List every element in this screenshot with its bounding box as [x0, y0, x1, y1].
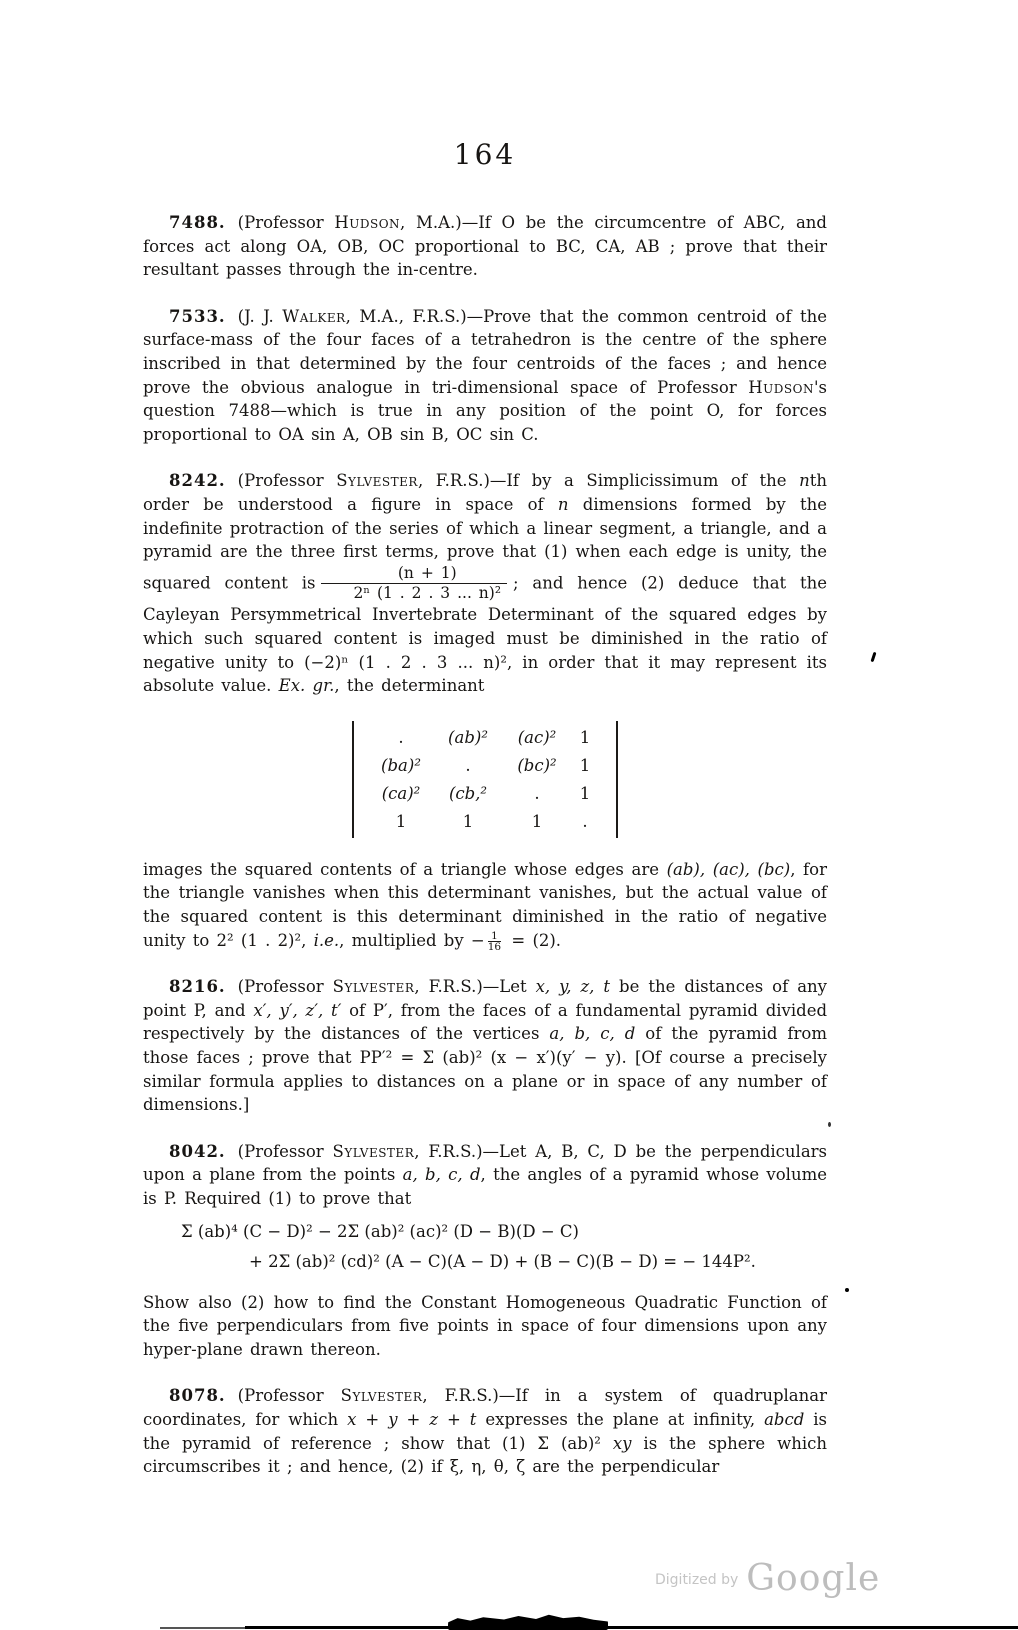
matrix-cell: 1	[579, 783, 591, 803]
watermark-prefix: Digitized by	[655, 1572, 739, 1588]
scan-artifact-mark	[871, 652, 877, 662]
fraction-numerator: 1	[491, 929, 498, 942]
scan-artifact-edge-line	[245, 1626, 1018, 1629]
problem-text: (J. J.	[237, 306, 283, 326]
problem-8242-continuation	[143, 858, 827, 952]
matrix-cell: .	[465, 755, 471, 775]
matrix-cell: 1	[395, 811, 407, 831]
problem-text: , multiplied by −	[339, 930, 485, 950]
math-variable: x′, y′, z′, t′	[253, 1000, 342, 1020]
page-number: 164	[453, 138, 517, 171]
fraction	[321, 564, 507, 604]
google-logo: Google	[746, 1558, 881, 1599]
problem-text: images the squared contents of a triangle whose edges are	[143, 859, 667, 879]
problem-text: (Professor	[237, 471, 337, 491]
problem-text: , F.R.S.)—Let	[414, 977, 536, 997]
determinant-display	[143, 721, 827, 838]
problem-number: 7533.	[169, 306, 226, 326]
matrix-cell: 1	[531, 811, 543, 831]
problem-text: , F.R.S.)—If by a Simplicissimum of the	[417, 471, 800, 491]
problem-text: , for the triangle vanishes when this determinant vanishes, but the actual value of the squared content is this determinant diminished in the ratio of negative unity to 2² (1 . 2)²,	[143, 859, 827, 950]
problem-text: = (2).	[504, 930, 562, 950]
problem-text: dimensions formed by the indefinite protraction of the series of which a linear segment, a triangle, and a pyramid are the three first terms, prove that (1) when each edge is unity, the squared content is	[143, 494, 827, 593]
problem-text: , the determinant	[334, 676, 485, 696]
matrix-cell: .	[534, 783, 540, 803]
small-fraction	[488, 931, 501, 952]
matrix-cell: (bc)²	[517, 755, 557, 775]
problem-8216	[143, 975, 827, 1117]
problem-text: expresses the plane at infinity,	[476, 1409, 765, 1429]
math-variable: xy	[612, 1433, 632, 1453]
matrix-cell: .	[398, 727, 404, 747]
problem-text: is the pyramid of reference ; show that (1) Σ (ab)²	[143, 1409, 827, 1453]
matrix-cell: (ac)²	[517, 727, 557, 747]
problem-text: is the sphere which circumscribes it ; and hence, (2) if ξ, η, θ, ζ are the perpendicular	[143, 1433, 827, 1477]
problem-7488	[143, 211, 827, 282]
fraction-numerator: (n + 1)	[397, 563, 457, 582]
author-name: Hudson	[748, 377, 814, 397]
problem-8042	[143, 1140, 827, 1211]
author-name: Walker	[282, 306, 346, 326]
problem-8042-continuation: Show also (2) how to find the Constant Homogeneous Quadratic Function of the five perpendiculars from five points in space of four dimensions upon any hyper-plane drawn thereon.	[143, 1292, 827, 1359]
problem-8242	[143, 469, 827, 698]
problem-text: 's question 7488—which is true in any position of the point O, for forces proportional to OA sin A, OB sin B, OC sin C.	[143, 377, 827, 444]
scan-artifact-dot	[828, 1122, 831, 1127]
page-content	[143, 138, 827, 1502]
equation-line-1: Σ (ab)⁴ (C − D)² − 2Σ (ab)² (ac)² (D − B)(D − C)	[181, 1221, 579, 1241]
problem-text: th order be understood a figure in space of	[143, 471, 827, 514]
fraction-denominator: 16	[487, 940, 502, 953]
problem-number: 7488.	[169, 213, 226, 232]
math-variable: n	[799, 471, 810, 491]
matrix-cell: (ca)²	[381, 783, 421, 803]
problem-text: of P′, from the faces of a fundamental pyramid divided respectively by the distances of the vertices	[143, 1000, 828, 1044]
problem-text: (Professor	[237, 213, 335, 232]
matrix-cell: (ab)²	[448, 727, 488, 747]
matrix-cell: (cb,²	[448, 783, 488, 803]
matrix-cell: (ba)²	[381, 755, 421, 775]
author-name: Sylvester	[332, 977, 415, 997]
math-variable: n	[557, 494, 569, 514]
problem-text: , the angles of a pyramid whose volume is P. Required (1) to prove that	[143, 1165, 827, 1208]
determinant-matrix	[352, 721, 618, 838]
problem-text: of the pyramid from those faces ; prove that PP′² = Σ (ab)² (x − x′)(y′ − y). [Of course a precisely similar formula applies to distances on a plane or in space of any number of dimensions.]	[143, 1024, 827, 1115]
latin-abbreviation: Ex. gr.	[278, 676, 335, 696]
author-name: Sylvester	[340, 1386, 423, 1406]
problem-number: 8078.	[169, 1386, 226, 1406]
matrix-cell: 1	[462, 811, 474, 831]
math-variable: x, y, z, t	[535, 977, 611, 997]
problem-8078	[143, 1384, 827, 1478]
math-variable: a, b, c, d	[549, 1024, 636, 1044]
problem-text: , F.R.S.)—If in a system of quadruplanar coordinates, for which	[143, 1386, 827, 1429]
problem-text: (Professor	[237, 1141, 333, 1161]
digitized-by-google-watermark	[655, 1558, 880, 1599]
problem-number: 8216.	[169, 977, 226, 997]
problem-number: 8042.	[169, 1141, 226, 1161]
equation-line-2: + 2Σ (ab)² (cd)² (A − C)(A − D) + (B − C)(B − D) = − 144P².	[249, 1251, 756, 1271]
problem-text: , M.A.)—If O be the circumcentre of ABC, and forces act along OA, OB, OC proportional to BC, CA, AB ; prove that their resultant passes through the in-centre.	[143, 213, 827, 280]
problem-7533	[143, 305, 827, 447]
matrix-cell: .	[582, 811, 588, 831]
author-name: Hudson	[334, 213, 401, 232]
latin-abbreviation: i.e.	[313, 930, 340, 950]
author-name: Sylvester	[336, 471, 418, 491]
matrix-cell: 1	[579, 727, 591, 747]
problem-text: , M.A., F.R.S.)—Prove that the common centroid of the surface-mass of the four faces of a tetrahedron is the centre of the sphere inscribed in that determined by the four centroids of the faces ; and hence prove the obvious analogue in tri-dimensional space of Professor	[143, 306, 827, 397]
scan-artifact-edge-line-faint	[160, 1627, 245, 1629]
equation-display	[143, 1217, 827, 1277]
problem-text: ; and hence (2) deduce that the Cayleyan Persymmetrical Invertebrate Determinant of the squared edges by which such squared content is imaged must be diminished in the ratio of negative unity to (−2)ⁿ (1 . 2 . 3 ... n)², in order that it may represent its absolute value.	[143, 573, 827, 696]
math-variable: abcd	[764, 1409, 805, 1429]
problem-text: be the distances of any point P, and	[143, 977, 827, 1020]
scan-artifact-dot	[845, 1288, 849, 1292]
author-name: Sylvester	[332, 1141, 415, 1161]
math-variable: (ab), (ac), (bc)	[666, 859, 791, 879]
problem-text: (Professor	[237, 977, 333, 997]
problem-text: (Professor	[237, 1386, 341, 1406]
math-variable: x + y + z + t	[347, 1409, 477, 1429]
problem-text: , F.R.S.)—Let A, B, C, D be the perpendiculars upon a plane from the points	[143, 1141, 828, 1185]
fraction-denominator: 2ⁿ (1 . 2 . 3 ... n)²	[321, 583, 507, 603]
math-variable: a, b, c, d	[402, 1165, 481, 1185]
matrix-cell: 1	[579, 755, 591, 775]
problem-number: 8242.	[169, 471, 226, 491]
